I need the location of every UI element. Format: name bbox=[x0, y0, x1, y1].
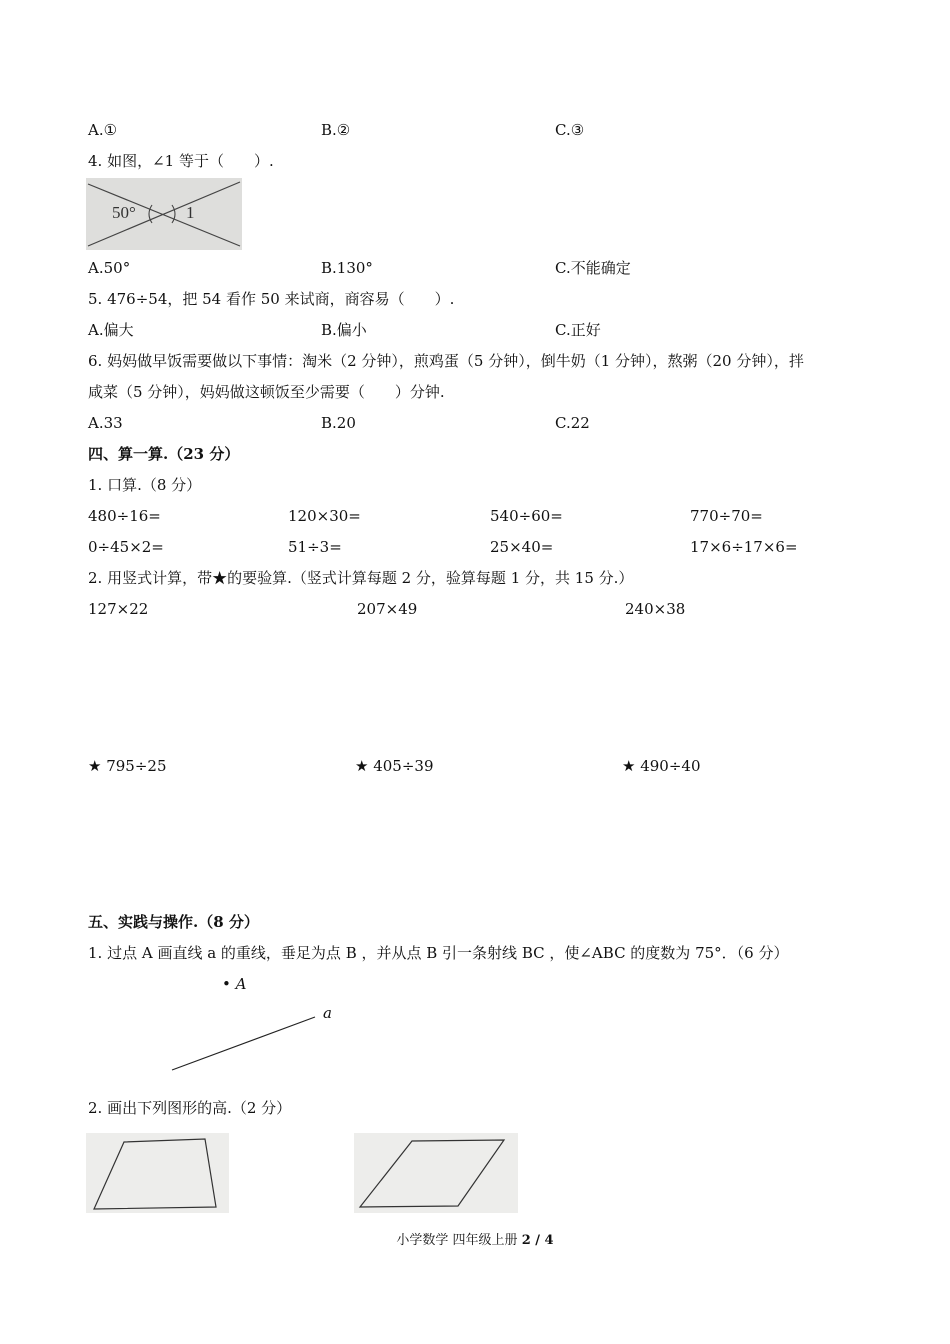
q4-option-b: B.130° bbox=[321, 259, 373, 277]
vertical-item: 207×49 bbox=[357, 600, 418, 618]
angle-50-label: 50° bbox=[112, 203, 136, 222]
trapezoid-figure bbox=[86, 1133, 229, 1213]
parallelogram-figure bbox=[354, 1133, 518, 1213]
vertical-item: 240×38 bbox=[625, 600, 686, 618]
vertical-check-item: ★ 795÷25 bbox=[88, 757, 167, 775]
section4-heading: 四、算一算.（23 分） bbox=[88, 445, 240, 463]
oral-item: 51÷3= bbox=[288, 538, 342, 556]
oral-item: 25×40= bbox=[490, 538, 554, 556]
line-a-label: a bbox=[323, 1004, 332, 1022]
q6-option-c: C.22 bbox=[555, 414, 590, 432]
oral-item: 17×6÷17×6= bbox=[690, 538, 798, 556]
practice-q1-stem: 1. 过点 A 画直线 a 的重线，垂足为点 B ，并从点 B 引一条射线 BC ，使∠ABC 的度数为 75°．（6 分） bbox=[88, 944, 789, 962]
q6-option-a: A.33 bbox=[88, 414, 123, 432]
oral-item: 0÷45×2= bbox=[88, 538, 164, 556]
q5-option-c: C.正好 bbox=[555, 321, 601, 339]
figure-background bbox=[354, 1133, 518, 1213]
vertical-calc-title: 2. 用竖式计算，带★的要验算.（竖式计算每题 2 分，验算每题 1 分，共 15 分.） bbox=[88, 569, 634, 587]
oral-calc-title: 1. 口算.（8 分） bbox=[88, 476, 202, 494]
figure-background bbox=[86, 1133, 229, 1213]
oral-item: 540÷60= bbox=[490, 507, 563, 525]
q4-angle-figure bbox=[86, 178, 242, 250]
section5-heading: 五、实践与操作.（8 分） bbox=[88, 913, 259, 931]
q4-option-c: C.不能确定 bbox=[555, 259, 631, 277]
q5-option-a: A.偏大 bbox=[88, 321, 134, 339]
footer-subject: 小学数学 四年级上册 bbox=[396, 1233, 518, 1248]
oral-item: 120×30= bbox=[288, 507, 361, 525]
page-footer bbox=[0, 1229, 950, 1248]
vertical-check-item: ★ 405÷39 bbox=[355, 757, 434, 775]
point-a-label: • A bbox=[222, 975, 247, 993]
q4-stem: 4. 如图，∠1 等于（ ）. bbox=[88, 152, 274, 170]
footer-page-number: 2 / 4 bbox=[521, 1233, 554, 1248]
line-a-stroke bbox=[172, 1017, 315, 1070]
oral-item: 480÷16= bbox=[88, 507, 161, 525]
q5-option-b: B.偏小 bbox=[321, 321, 367, 339]
vertical-item: 127×22 bbox=[88, 600, 149, 618]
q5-stem: 5. 476÷54，把 54 看作 50 来试商，商容易（ ）. bbox=[88, 290, 455, 308]
angle-1-label: 1 bbox=[186, 203, 195, 222]
line-a bbox=[170, 1012, 320, 1074]
q3-option-c: C.③ bbox=[555, 121, 585, 139]
q3-option-b: B.② bbox=[321, 121, 351, 139]
vertical-check-item: ★ 490÷40 bbox=[622, 757, 701, 775]
q6-stem-line1: 6. 妈妈做早饭需要做以下事情：淘米（2 分钟），煎鸡蛋（5 分钟），倒牛奶（1 分钟），熬粥（20 分钟），拌 bbox=[88, 352, 804, 370]
q6-stem-line2: 咸菜（5 分钟），妈妈做这顿饭至少需要（ ）分钟. bbox=[88, 383, 445, 401]
practice-q2-stem: 2. 画出下列图形的高.（2 分） bbox=[88, 1099, 292, 1117]
oral-item: 770÷70= bbox=[690, 507, 763, 525]
q4-option-a: A.50° bbox=[88, 259, 131, 277]
q3-option-a: A.① bbox=[88, 121, 118, 139]
q6-option-b: B.20 bbox=[321, 414, 356, 432]
